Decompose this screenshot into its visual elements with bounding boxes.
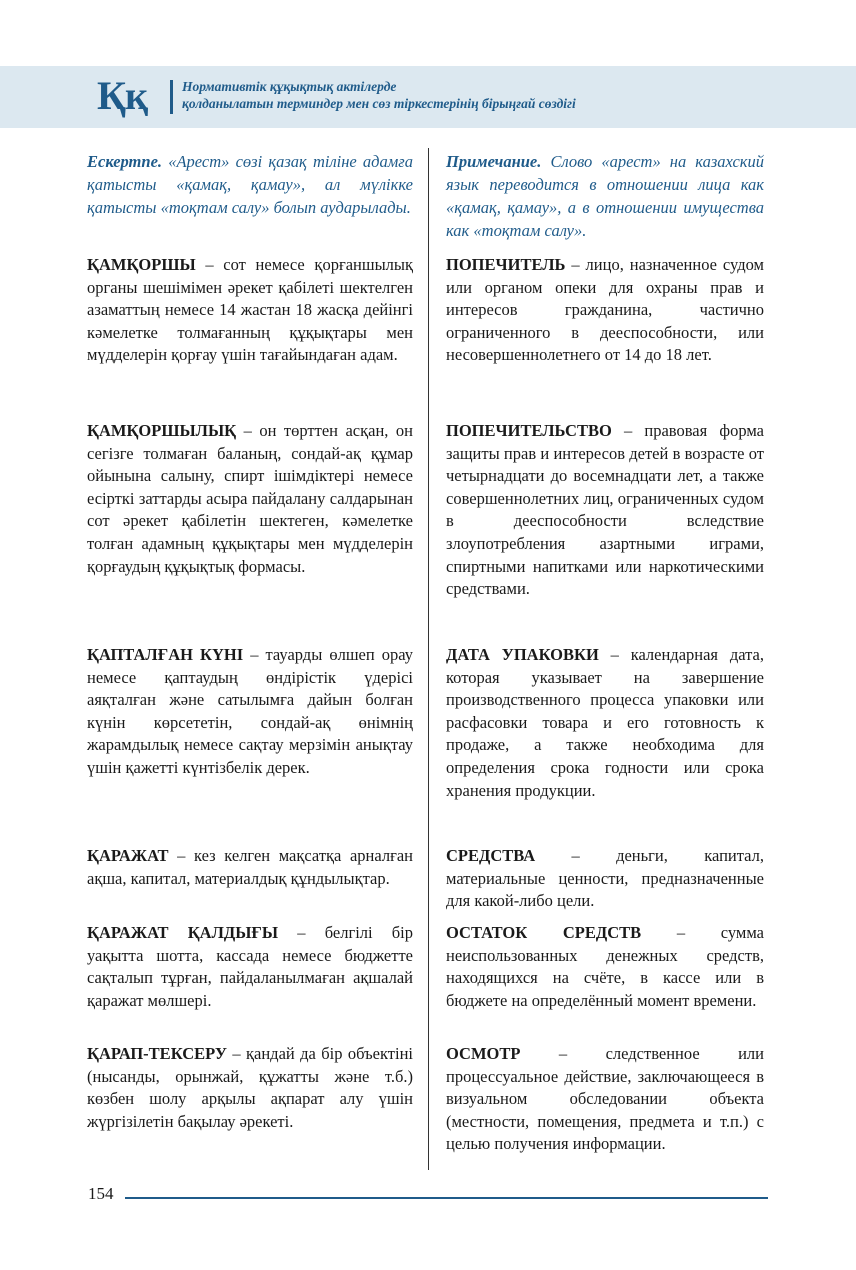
entry-term: ҚАРАЖАТ ҚАЛДЫҒЫ xyxy=(87,923,279,942)
entry-term: ДАТА УПАКОВКИ xyxy=(446,645,599,664)
dictionary-entry xyxy=(446,420,764,601)
russian-note xyxy=(446,150,764,242)
note-label: Примечание. xyxy=(446,152,542,171)
entry-definition: – қандай да бір объектіні (нысанды, орынжай, құжатты және т.б.) көзбен шолу арқылы ақпарат алу үшін жүргізілетін бақылау әрекеті. xyxy=(87,1044,413,1131)
dictionary-entry xyxy=(446,254,764,367)
dictionary-entry xyxy=(87,922,413,1012)
entry-definition: – тауарды өлшеп орау немесе қаптаудың өндірістік үдерісі аяқталған және сатылымға дайын болған күнін көрсететін, сондай-ақ өнімнің жарамдылық немесе сақтау мерзімін анықтау үшін қажетті күнтізбелік дерек. xyxy=(87,645,413,777)
note-text: Слово «арест» на казахский язык переводится в отношении лица как «қамақ, қамау», а в отношении имущества как «тоқтам салу». xyxy=(446,152,764,240)
section-letter: Ққ xyxy=(97,73,148,118)
entry-definition: – кез келген мақсатқа арналған ақша, капитал, материалдық құндылықтар. xyxy=(87,846,413,888)
running-title-line-1: Нормативтік құқықтық актілерде xyxy=(182,79,397,94)
page-number: 154 xyxy=(88,1184,114,1203)
entry-term: ҚАМҚОРШЫ xyxy=(87,255,196,274)
dictionary-entry xyxy=(446,644,764,802)
entry-term: ҚАМҚОРШЫЛЫҚ xyxy=(87,421,237,440)
dictionary-entry xyxy=(87,420,413,578)
dictionary-entry xyxy=(87,1043,413,1133)
note-text: «Арест» сөзі қазақ тіліне адамға қатысты «қамақ, қамау», ал мүлікке қатысты «тоқтам салу» болып аударылады. xyxy=(87,152,413,217)
kazakh-note xyxy=(87,150,413,219)
dictionary-entry xyxy=(446,1043,764,1156)
entry-term: ҚАРАЖАТ xyxy=(87,846,169,865)
header-divider xyxy=(170,80,173,114)
entry-definition: – календарная дата, которая указывает на завершение производственного процесса упаковки или расфасовки товара и его готовность к продаже, а также необходима для определения срока годности или срока хранения продукции. xyxy=(446,645,764,800)
column-divider xyxy=(428,148,429,1170)
dictionary-entry xyxy=(87,845,413,890)
entry-term: ОСМОТР xyxy=(446,1044,521,1063)
running-title xyxy=(182,78,576,112)
entry-definition: – правовая форма защиты прав и интересов детей в возрасте от четырнадцати до восемнадцати лет, а также совершеннолетних лиц, ограниченных судом в дееспособности вследствие злоупотребления азартными играми, спиртными напитками или наркотическими средствами. xyxy=(446,421,764,599)
footer-rule xyxy=(125,1197,768,1199)
entry-term: ҚАПТАЛҒАН КҮНІ xyxy=(87,645,244,664)
dictionary-entry xyxy=(87,644,413,780)
entry-definition: – следственное или процессуальное действие, заключающееся в визуальном обследовании объекта (местности, помещения, предмета и т.п.) с целью получения информации. xyxy=(446,1044,764,1154)
entry-definition: – сумма неиспользованных денежных средств, находящихся на счёте, в кассе или в бюджете на определённый момент времени. xyxy=(446,923,765,1010)
running-title-line-2: қолданылатын терминдер мен сөз тіркестерінің бірыңғай сөздігі xyxy=(182,96,576,111)
entry-term: ПОПЕЧИТЕЛЬ xyxy=(446,255,566,274)
entry-term: ПОПЕЧИТЕЛЬСТВО xyxy=(446,421,612,440)
dictionary-entry xyxy=(87,254,413,367)
dictionary-entry xyxy=(446,845,764,913)
entry-definition: – сот немесе қорғаншылық органы шешімімен әрекет қабілеті шектелген азаматтың немесе 14 жастан 18 жасқа дейінгі кәмелетке толмағанның құқықтары мен мүдделерін қорғау үшін тағайындаған адам. xyxy=(87,255,413,365)
entry-definition: – белгілі бір уақытта шотта, кассада немесе бюджетте сақталып тұрған, пайдаланылмаған ақшалай қаражат мөлшері. xyxy=(87,923,413,1010)
entry-term: СРЕДСТВА xyxy=(446,846,536,865)
dictionary-entry xyxy=(446,922,764,1012)
entry-definition: – лицо, назначенное судом или органом опеки для охраны прав и интересов гражданина, частично ограниченного в дееспособности, или несовершеннолетнего от 14 до 18 лет. xyxy=(446,255,764,365)
entry-definition: – он төрттен асқан, он сегізге толмаған баланың, сондай-ақ құмар ойынына салыну, спирт ішімдіктері немесе есірткі заттарды асыра пайдалану салдарынан сот әрекет қабілетін шектеген, кәмелетке толған адамның құқықтары мен мүдделерін қорғаудың құқықтық формасы. xyxy=(87,421,413,576)
entry-definition: – деньги, капитал, материальные ценности, предназначенные для какой-либо цели. xyxy=(446,846,764,911)
entry-term: ОСТАТОК СРЕДСТВ xyxy=(446,923,642,942)
note-label: Ескертпе. xyxy=(87,152,163,171)
entry-term: ҚАРАП-ТЕКСЕРУ xyxy=(87,1044,227,1063)
